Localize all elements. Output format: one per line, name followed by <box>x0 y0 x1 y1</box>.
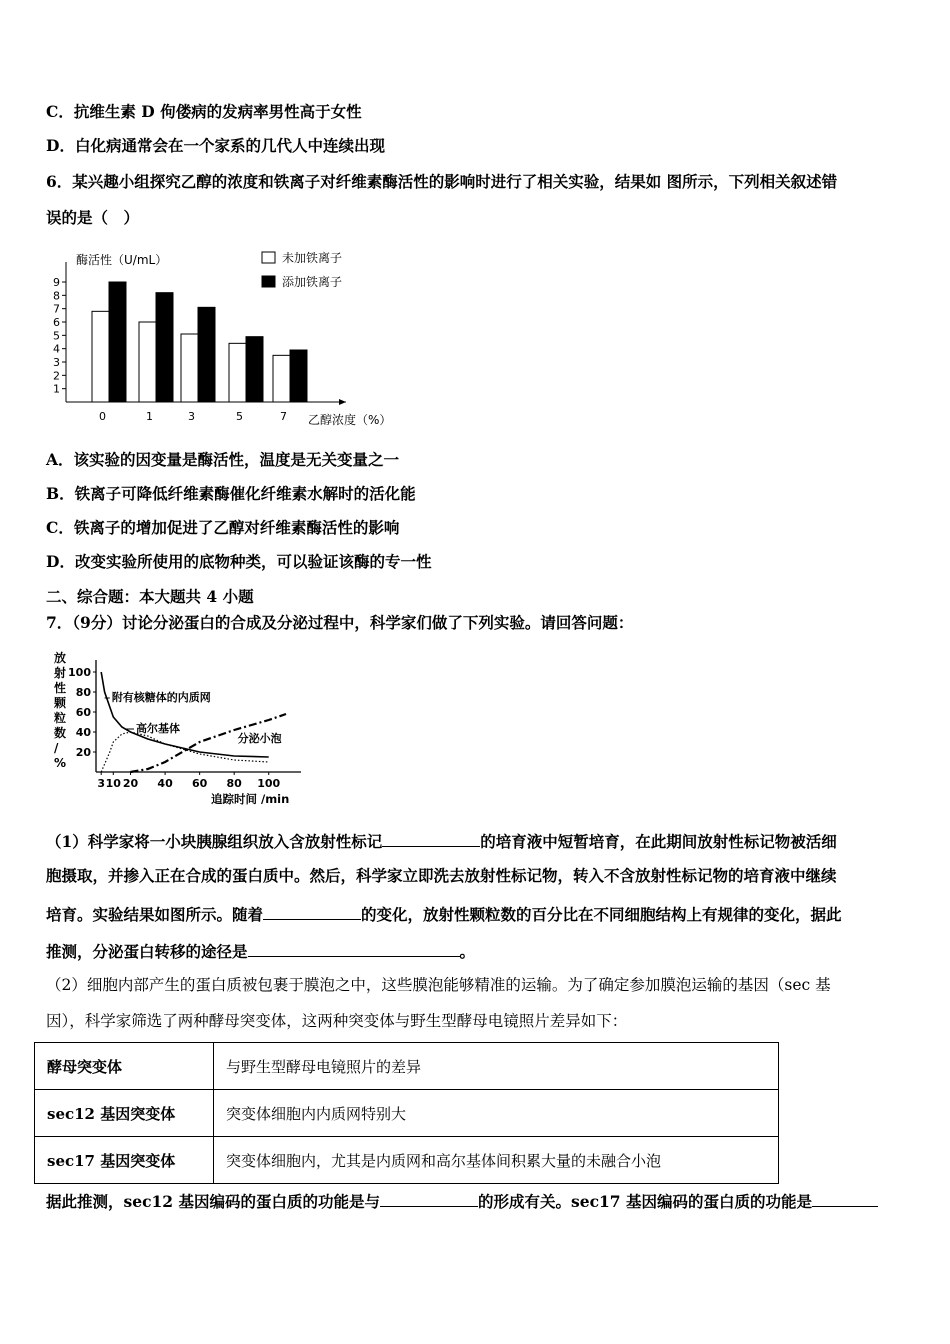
y-axis-label-char: % <box>54 756 67 770</box>
legend-swatch <box>262 252 275 263</box>
y-tick-label: 60 <box>75 706 91 719</box>
radioactivity-line-chart <box>46 648 316 808</box>
y-tick-label: 8 <box>53 289 60 303</box>
mutant-comparison-table <box>34 1042 779 1184</box>
q7-part1-text-c: 培育。实验结果如图所示。随着 <box>46 905 264 924</box>
table-cell: 突变体细胞内，尤其是内质网和高尔基体间积累大量的未融合小泡 <box>214 1137 779 1184</box>
x-tick-label: 80 <box>226 777 242 790</box>
series-label: 分泌小泡 <box>237 732 282 745</box>
bar-with-iron <box>198 307 215 402</box>
x-tick-label: 0 <box>99 410 106 423</box>
q7-part1-line1 <box>46 830 837 852</box>
q6-stem-line1: 6．某兴趣小组探究乙醇的浓度和铁离子对纤维素酶活性的影响时进行了相关实验，结果如 图所示，下列相关叙述错 <box>46 172 838 191</box>
series-label: 高尔基体 <box>136 722 180 735</box>
x-axis-label: 乙醇浓度（%） <box>308 413 392 427</box>
y-axis-label-char: / <box>54 741 59 755</box>
table-header-cell: 与野生型酵母电镜照片的差异 <box>214 1043 779 1090</box>
q7-part1-text-b: 的培育液中短暂培育，在此期间放射性标记物被活细 <box>480 832 837 851</box>
x-tick-label: 100 <box>257 777 281 790</box>
bar-with-iron <box>109 282 126 402</box>
y-axis-label-char: 颗 <box>54 696 67 710</box>
series-label: 附有核糖体的内质网 <box>111 691 211 704</box>
section2-heading: 二、综合题：本大题共 4 小题 <box>46 587 254 606</box>
y-tick-label: 2 <box>53 369 60 383</box>
q7-part2-line1: （2）细胞内部产生的蛋白质被包裹于膜泡之中，这些膜泡能够精准的运输。为了确定参加膜泡运输的基因（sec 基 <box>46 976 831 994</box>
legend-label: 添加铁离子 <box>282 275 343 289</box>
x-tick-label: 7 <box>280 410 287 423</box>
answer-blank-5[interactable] <box>812 1190 878 1207</box>
y-axis-label-char: 粒 <box>54 711 67 725</box>
x-tick-label: 60 <box>191 777 208 790</box>
bar-with-iron <box>290 350 307 402</box>
y-tick-label: 3 <box>53 356 60 369</box>
y-tick-label: 40 <box>75 726 91 739</box>
y-axis-label-char: 数 <box>54 726 67 740</box>
bar-no-iron <box>139 322 156 402</box>
x-tick-label: 10 <box>105 777 121 790</box>
q6-option-c: C．铁离子的增加促进了乙醇对纤维素酶活性的影响 <box>46 518 400 537</box>
y-tick-label: 1 <box>53 382 60 396</box>
x-tick-label: 3 <box>188 410 195 423</box>
q7-part1-text-e: 推测，分泌蛋白转移的途径是 <box>46 942 248 961</box>
table-cell: 突变体细胞内内质网特别大 <box>214 1090 779 1137</box>
y-tick-label: 100 <box>68 666 91 679</box>
enzyme-activity-bar-chart <box>46 244 426 434</box>
answer-blank-2[interactable] <box>263 903 361 920</box>
q7-last-text-b: 的形成有关。sec17 基因编码的蛋白质的功能是 <box>478 1192 812 1211</box>
table-row <box>35 1090 779 1137</box>
x-tick-label: 40 <box>157 777 173 790</box>
y-tick-label: 5 <box>53 329 60 343</box>
y-axis-label-char: 性 <box>54 681 67 695</box>
y-tick-label: 80 <box>75 686 91 699</box>
q7-stem: 7．（9分）讨论分泌蛋白的合成及分泌过程中，科学家们做了下列实验。请回答问题： <box>46 613 634 632</box>
legend-label: 未加铁离子 <box>282 251 343 265</box>
x-axis-label: 追踪时间 /min <box>211 792 290 806</box>
table-header-cell: 酵母突变体 <box>35 1043 214 1090</box>
y-tick-label: 6 <box>53 316 60 329</box>
answer-blank-3[interactable] <box>248 940 460 957</box>
x-axis-arrow <box>339 399 346 405</box>
q7-last-text-a: 据此推测，sec12 基因编码的蛋白质的功能是与 <box>46 1192 380 1211</box>
bar-with-iron <box>246 337 263 402</box>
legend-swatch <box>262 276 275 287</box>
option-d-prev: D．白化病通常会在一个家系的几代人中连续出现 <box>46 136 385 155</box>
y-axis-label-char: 放 <box>54 651 67 665</box>
q6-option-b: B．铁离子可降低纤维素酶催化纤维素水解时的活化能 <box>46 484 416 503</box>
q7-part1-line2: 胞摄取，并掺入正在合成的蛋白质中。然后，科学家立即洗去放射性标记物，转入不含放射性标记物的培育液中继续 <box>46 866 837 885</box>
q7-part1-text-a: （1）科学家将一小块胰腺组织放入含放射性标记 <box>46 832 383 851</box>
y-tick-label: 7 <box>53 302 60 316</box>
q7-part1-line3 <box>46 903 842 925</box>
q7-part1-text-d: 的变化，放射性颗粒数的百分比在不同细胞结构上有规律的变化，据此 <box>361 905 842 924</box>
table-header-row <box>35 1043 779 1090</box>
option-c-prev: C．抗维生素 D 佝偻病的发病率男性高于女性 <box>46 102 362 121</box>
bar-no-iron <box>92 311 109 402</box>
y-axis-label-char: 射 <box>54 666 67 680</box>
q7-part1-line4 <box>46 940 475 962</box>
answer-blank-4[interactable] <box>380 1190 478 1207</box>
y-axis-label: 酶活性（U/mL） <box>76 253 168 267</box>
bar-no-iron <box>181 334 198 402</box>
y-tick-label: 20 <box>75 746 91 759</box>
table-cell: sec17 基因突变体 <box>35 1137 214 1184</box>
y-tick-label: 9 <box>53 276 60 289</box>
y-tick-label: 4 <box>53 342 60 356</box>
bar-no-iron <box>229 343 246 402</box>
q6-option-d: D．改变实验所使用的底物种类，可以验证该酶的专一性 <box>46 552 432 571</box>
x-tick-label: 3 <box>97 777 106 790</box>
x-tick-label: 20 <box>122 777 139 790</box>
q7-last-line <box>46 1190 878 1212</box>
x-tick-label: 1 <box>146 410 153 423</box>
bar-no-iron <box>273 355 290 402</box>
answer-blank-1[interactable] <box>382 830 480 847</box>
q6-stem-line2: 误的是（ ） <box>46 208 140 227</box>
q7-part1-text-f: 。 <box>459 942 476 961</box>
x-tick-label: 5 <box>236 410 243 423</box>
table-row <box>35 1137 779 1184</box>
q7-part2-line2: 因），科学家筛选了两种酵母突变体，这两种突变体与野生型酵母电镜照片差异如下： <box>46 1012 628 1030</box>
bar-with-iron <box>156 293 173 402</box>
table-cell: sec12 基因突变体 <box>35 1090 214 1137</box>
q6-option-a: A．该实验的因变量是酶活性，温度是无关变量之一 <box>46 450 400 469</box>
